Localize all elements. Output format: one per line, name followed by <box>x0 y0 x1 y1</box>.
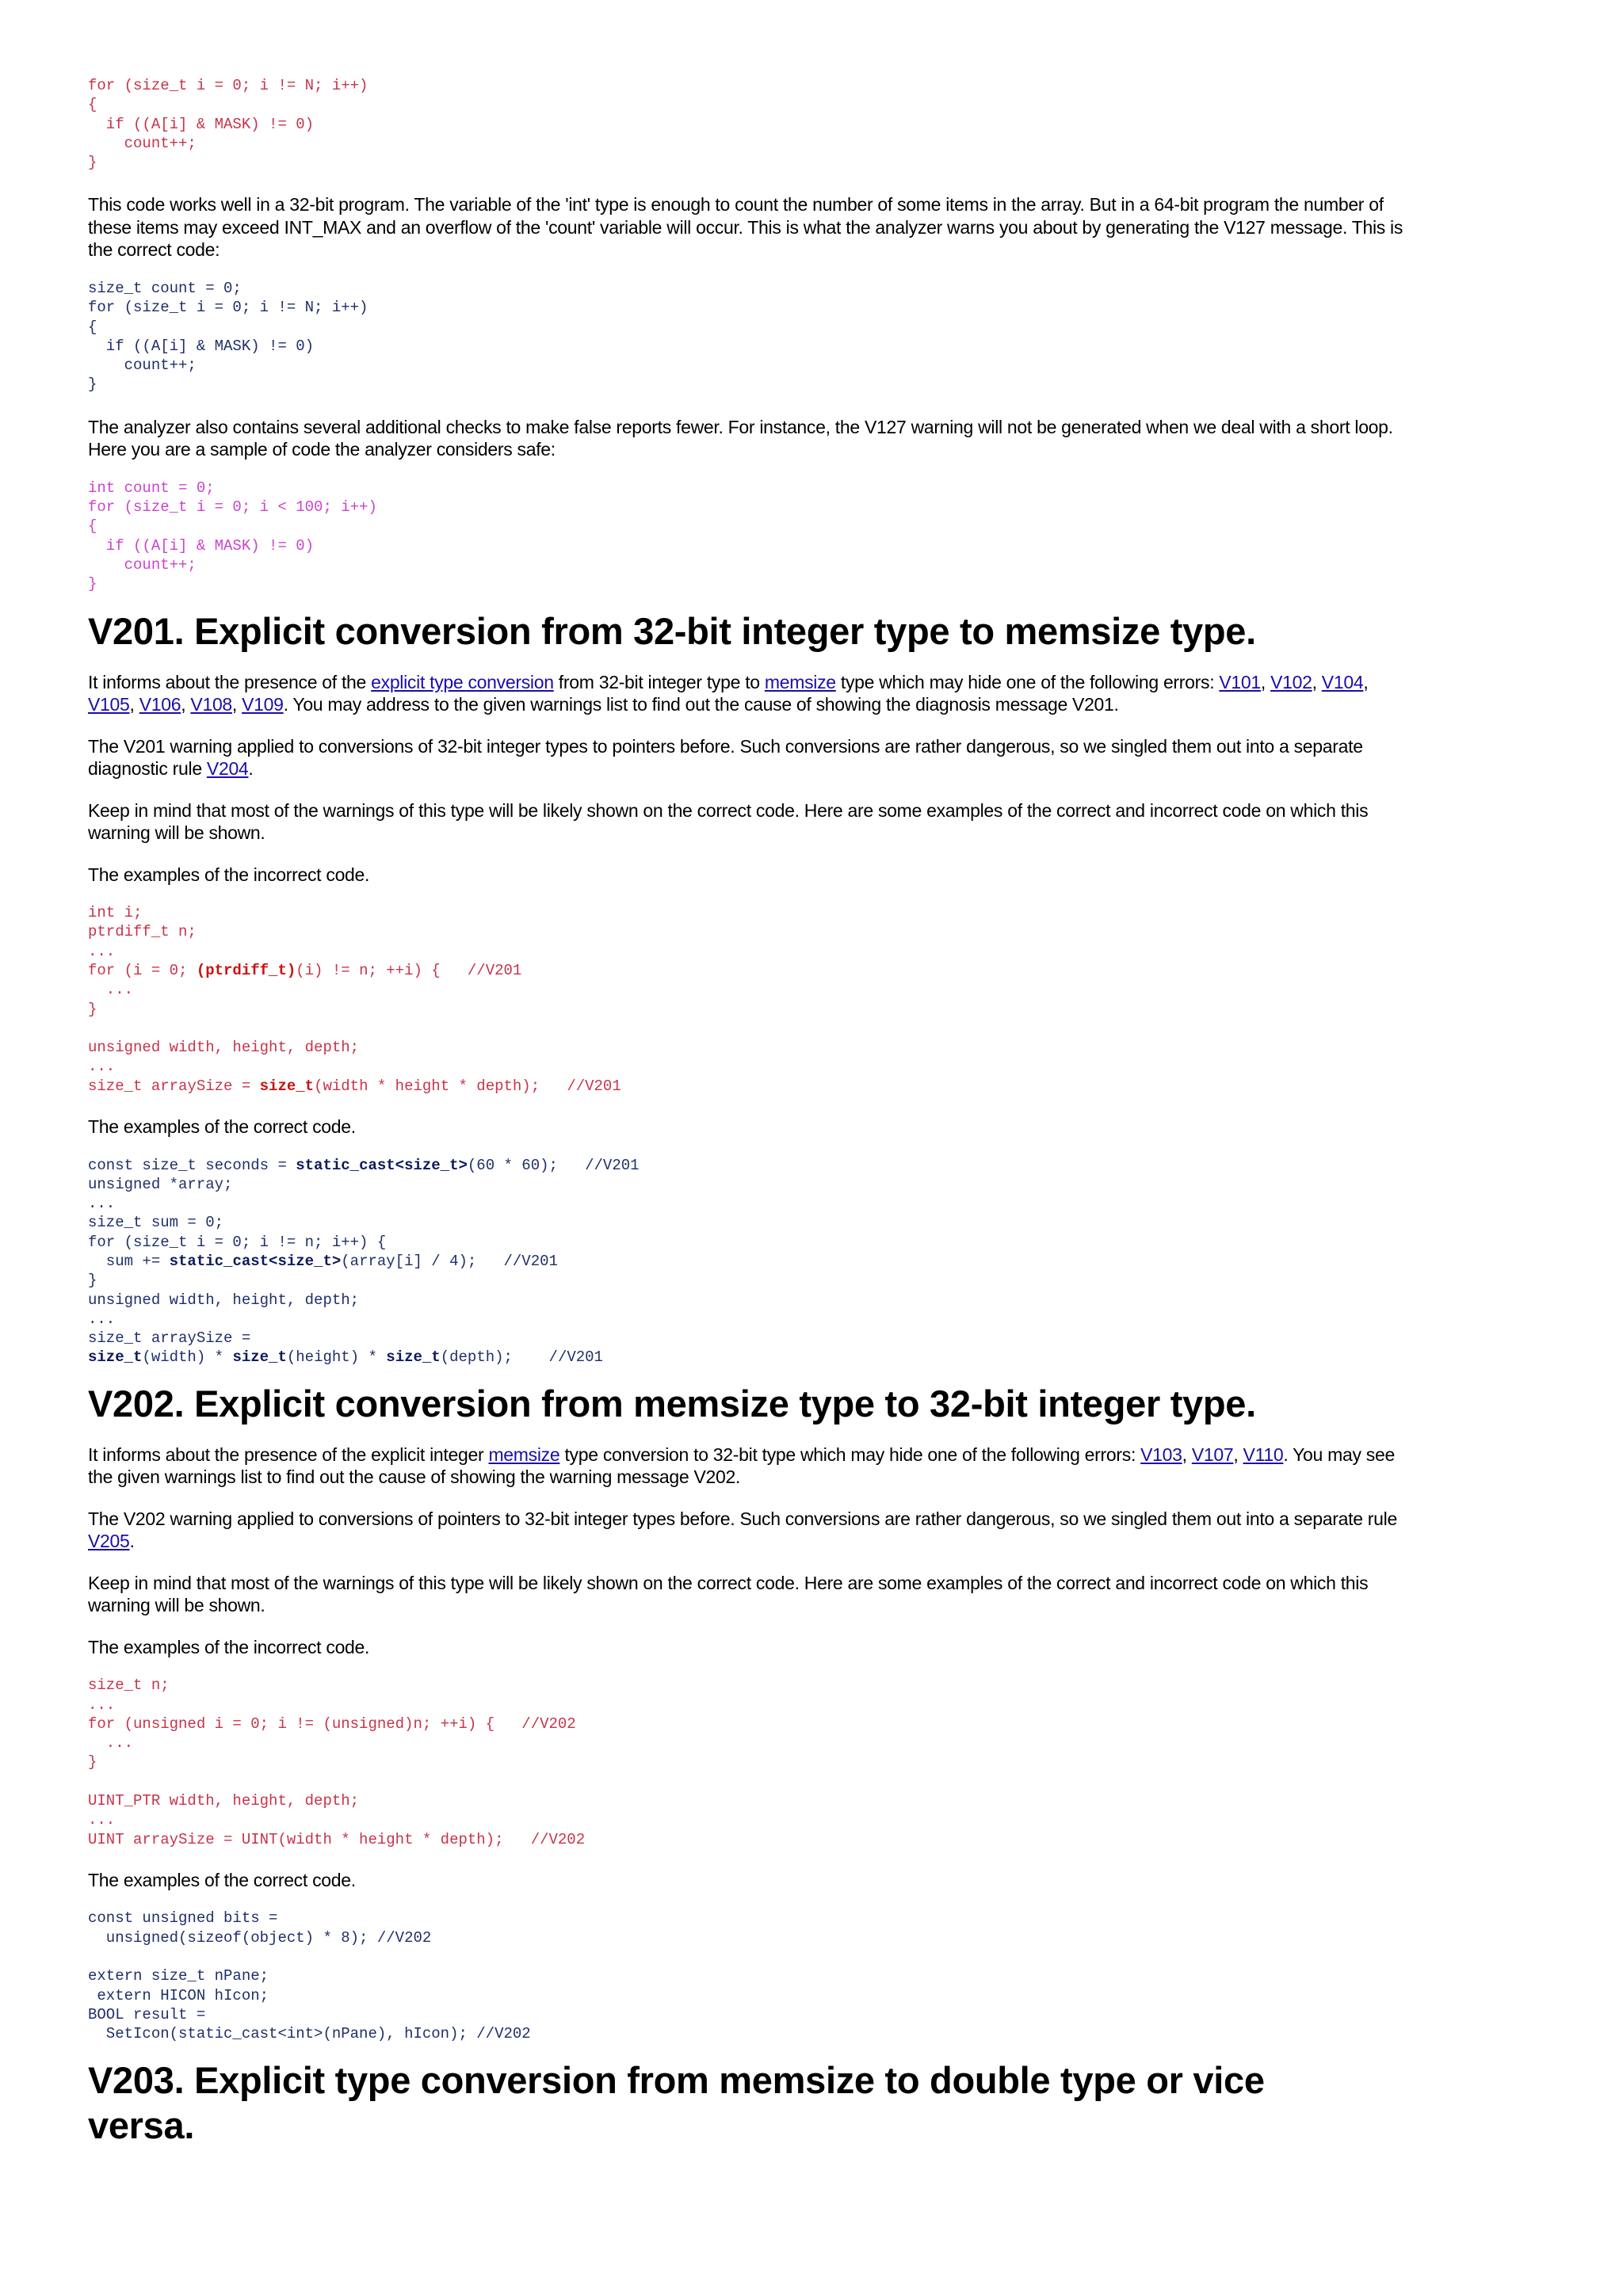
link-v103[interactable]: V103 <box>1140 1444 1182 1465</box>
code-block-correct-count: size_t count = 0; for (size_t i = 0; i != N; i++) { if ((A[i] & MASK) != 0) count++; } <box>88 279 369 394</box>
link-v105[interactable]: V105 <box>88 694 130 715</box>
link-v204[interactable]: V204 <box>206 758 249 780</box>
link-v102[interactable]: V102 <box>1270 671 1312 692</box>
v201-incorrect-label: The examples of the incorrect code. <box>88 864 370 885</box>
paragraph-additional-checks: The analyzer also contains several additional checks to make false reports fewer. For instance, the V127 warning will not be generated when we deal with a short loop. Here you are a sample of code the analyzer considers safe: <box>88 416 1393 460</box>
v202-intro: It informs about the presence of the explicit integer memsize type conversion to 32-bit type which may hide one of the following errors: V103, V107, V110. You may see the given warnings list to find out the cause of showing the warning message V202. <box>88 1444 1395 1488</box>
link-memsize-v202[interactable]: memsize <box>488 1444 560 1465</box>
v201-keep-in-mind: Keep in mind that most of the warnings of this type will be likely shown on the correct code. Here are some examples of the correct and incorrect code on which this warning will be shown. <box>88 799 1369 844</box>
code-block-loop: for (size_t i = 0; i != N; i++) { if ((A[i] & MASK) != 0) count++; } <box>88 77 369 172</box>
v202-correct-label: The examples of the correct code. <box>88 1869 356 1890</box>
link-v107[interactable]: V107 <box>1191 1444 1234 1465</box>
v201-incorrect-code: int i; ptrdiff_t n; ... for (i = 0; (ptrdiff_t)(i) != n; ++i) { //V201 ... } unsigned width, height, depth; ... size_t arraySize = size_t(width * height * depth); //V201 <box>88 904 621 1095</box>
link-v106[interactable]: V106 <box>139 694 181 715</box>
link-memsize[interactable]: memsize <box>764 671 836 692</box>
document-page <box>88 76 1419 2148</box>
link-v109[interactable]: V109 <box>242 694 284 715</box>
v201-pointers-paragraph: The V201 warning applied to conversions of 32-bit integer types to pointers before. Such conversions are rather dangerous, so we singled them out into a separate diagnostic rule V204. <box>88 735 1363 780</box>
v202-keep-in-mind: Keep in mind that most of the warnings of this type will be likely shown on the correct code. Here are some examples of the correct and incorrect code on which this warning will be shown. <box>88 1572 1369 1616</box>
section-title-v201: V201. Explicit conversion from 32-bit integer type to memsize type. <box>88 609 1256 652</box>
v201-intro: It informs about the presence of the explicit type conversion from 32-bit integer type to memsize type which may hide one of the following errors: V101, V102, V104, V105, V106, V108, V109. You may address to the given warnings list to find out the cause of showing the diagnosis message V201. <box>88 671 1369 715</box>
v202-correct-code: const unsigned bits = unsigned(sizeof(object) * 8); //V202 extern size_t nPane; extern HICON hIcon; BOOL result = SetIcon(static_cast<int>(nPane), hIcon); //V202 <box>88 1909 531 2043</box>
section-title-v203: V203. Explicit type conversion from memsize to double type or vice versa. <box>88 2058 1265 2146</box>
link-v205[interactable]: V205 <box>88 1531 130 1552</box>
v201-correct-label: The examples of the correct code. <box>88 1116 356 1138</box>
v202-incorrect-label: The examples of the incorrect code. <box>88 1636 370 1657</box>
link-v110[interactable]: V110 <box>1243 1444 1284 1465</box>
link-explicit-type-conversion[interactable]: explicit type conversion <box>371 671 554 692</box>
link-v101[interactable]: V101 <box>1219 671 1261 692</box>
v202-incorrect-code: size_t n; ... for (unsigned i = 0; i != (unsigned)n; ++i) { //V202 ... } UINT_PTR width, height, depth; ... UINT arraySize = UINT(width * height * depth); //V202 <box>88 1676 586 1848</box>
link-v108[interactable]: V108 <box>190 694 232 715</box>
section-title-v202: V202. Explicit conversion from memsize type to 32-bit integer type. <box>88 1382 1256 1425</box>
paragraph-64bit-overflow: This code works well in a 32-bit program. The variable of the 'int' type is enough to count the number of some items in the array. But in a 64-bit program the number of these items may exceed INT_MAX and an overflow of the 'count' variable will occur. This is what the analyzer warns you about by generating the V127 message. This is the correct code: <box>88 194 1403 261</box>
v201-correct-code: const size_t seconds = static_cast<size_t>(60 * 60); //V201 unsigned *array; ... size_t sum = 0; for (size_t i = 0; i != n; i++) { sum += static_cast<size_t>(array[i] / 4); //V201 } unsigned width, height, depth; ... size_t arraySize = size_t(width) * size_t(height) * size_t(depth); //V201 <box>88 1156 640 1367</box>
link-v104[interactable]: V104 <box>1321 671 1364 692</box>
code-block-safe-loop: int count = 0; for (size_t i = 0; i < 100; i++) { if ((A[i] & MASK) != 0) count++; } <box>88 479 377 593</box>
v202-pointers-paragraph: The V202 warning applied to conversions of pointers to 32-bit integer types before. Such conversions are rather dangerous, so we singled them out into a separate rule V205. <box>88 1508 1397 1552</box>
